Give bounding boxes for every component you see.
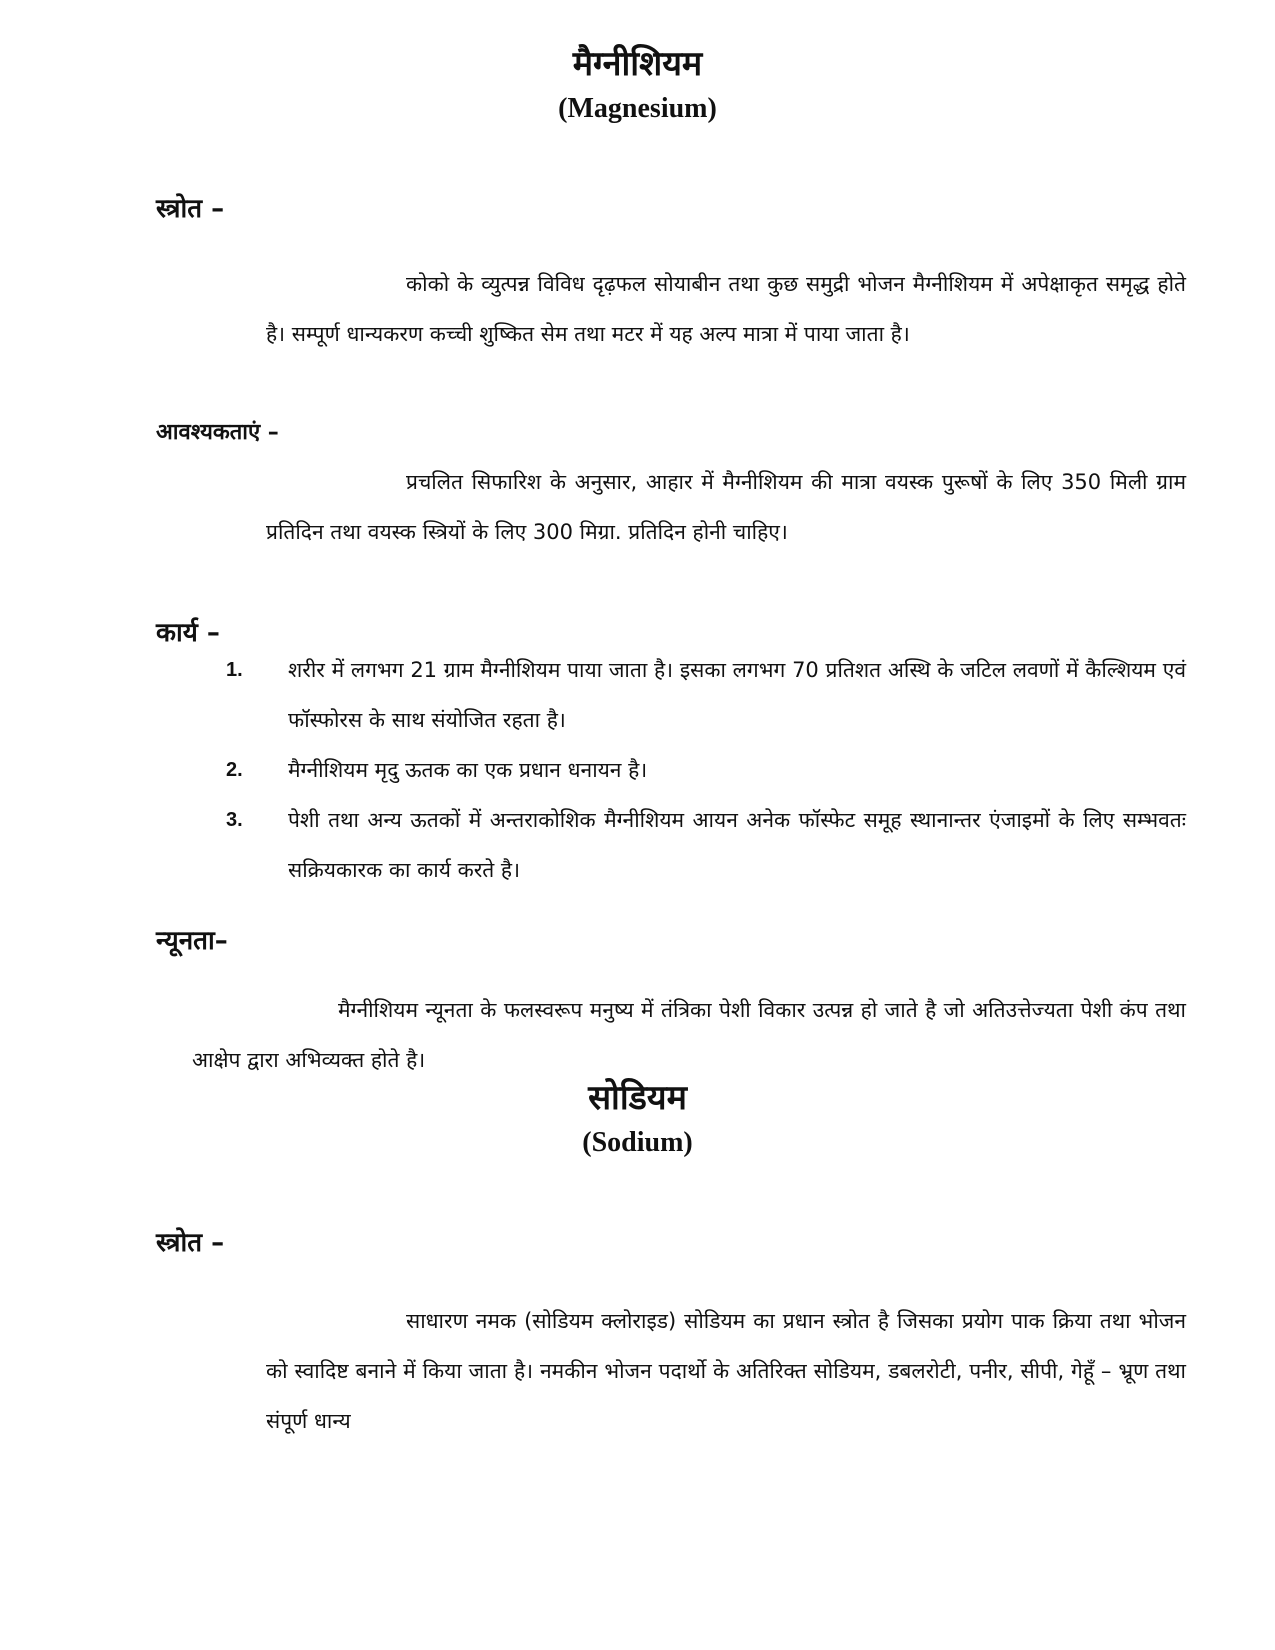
sodium-source-text: साधारण नमक (सोडियम क्लोराइड) सोडियम का प्रधान स्त्रोत है जिसका प्रयोग पाक क्रिया तथा भोजन को स्वादिष्ट बनाने में किया जाता है। नमकीन भोजन पदार्थो के अतिरिक्त सोडियम, डबलरोटी, पनीर, सीपी, गेहूँ – भ्रूण तथा संपूर्ण धान्य [266,1309,1186,1433]
magnesium-title-hindi: मैग्नीशियम [572,44,703,84]
magnesium-requirements-text: प्रचलित सिफारिश के अनुसार, आहार में मैग्नीशियम की मात्रा वयस्क पुरूषों के लिए 350 मिली ग्राम प्रतिदिन तथा वयस्क स्त्रियों के लिए 300 मिग्रा. प्रतिदिन होनी चाहिए। [266,470,1186,544]
magnesium-source-text: कोको के व्युत्पन्न विविध दृढ़फल सोयाबीन तथा कुछ समुद्री भोजन मैग्नीशियम में अपेक्षाकृत समृद्ध होते है। सम्पूर्ण धान्यकरण कच्ची शुष्कित सेम तथा मटर में यह अल्प मात्रा में पाया जाता है। [266,272,1186,346]
magnesium-source-heading: स्त्रोत – [156,194,225,224]
list-item-number: 2. [226,759,243,781]
magnesium-deficiency-heading: न्यूनता– [156,926,228,956]
list-item-text: शरीर में लगभग 21 ग्राम मैग्नीशियम पाया जाता है। इसका लगभग 70 प्रतिशत अस्थि के जटिल लवणों में कैल्शियम एवं फॉस्फोरस के साथ संयोजित रहता है। [288,658,1186,732]
magnesium-functions-heading: कार्य – [156,618,220,648]
sodium-title-english: (Sodium) [582,1127,693,1158]
list-item-text: मैग्नीशियम मृदु ऊतक का एक प्रधान धनायन है। [288,758,648,782]
list-item-text: पेशी तथा अन्य ऊतकों में अन्तराकोशिक मैग्नीशियम आयन अनेक फॉस्फेट समूह स्थानान्तर एंजाइमों के लिए सम्भवतः सक्रियकारक का कार्य करते है। [288,808,1186,882]
magnesium-deficiency-text: मैग्नीशियम न्यूनता के फलस्वरूप मनुष्य में तंत्रिका पेशी विकार उत्पन्न हो जाते है जो अतिउत्तेज्यता पेशी कंप तथा आक्षेप द्वारा अभिव्यक्त होते है। [192,998,1186,1072]
list-item-number: 3. [226,809,243,831]
sodium-title-hindi: सोडियम [588,1078,687,1118]
magnesium-title-english: (Magnesium) [558,93,717,124]
list-item-number: 1. [226,659,243,681]
sodium-source-heading: स्त्रोत – [156,1228,225,1258]
magnesium-requirements-heading: आवश्यकताएं – [156,420,279,445]
